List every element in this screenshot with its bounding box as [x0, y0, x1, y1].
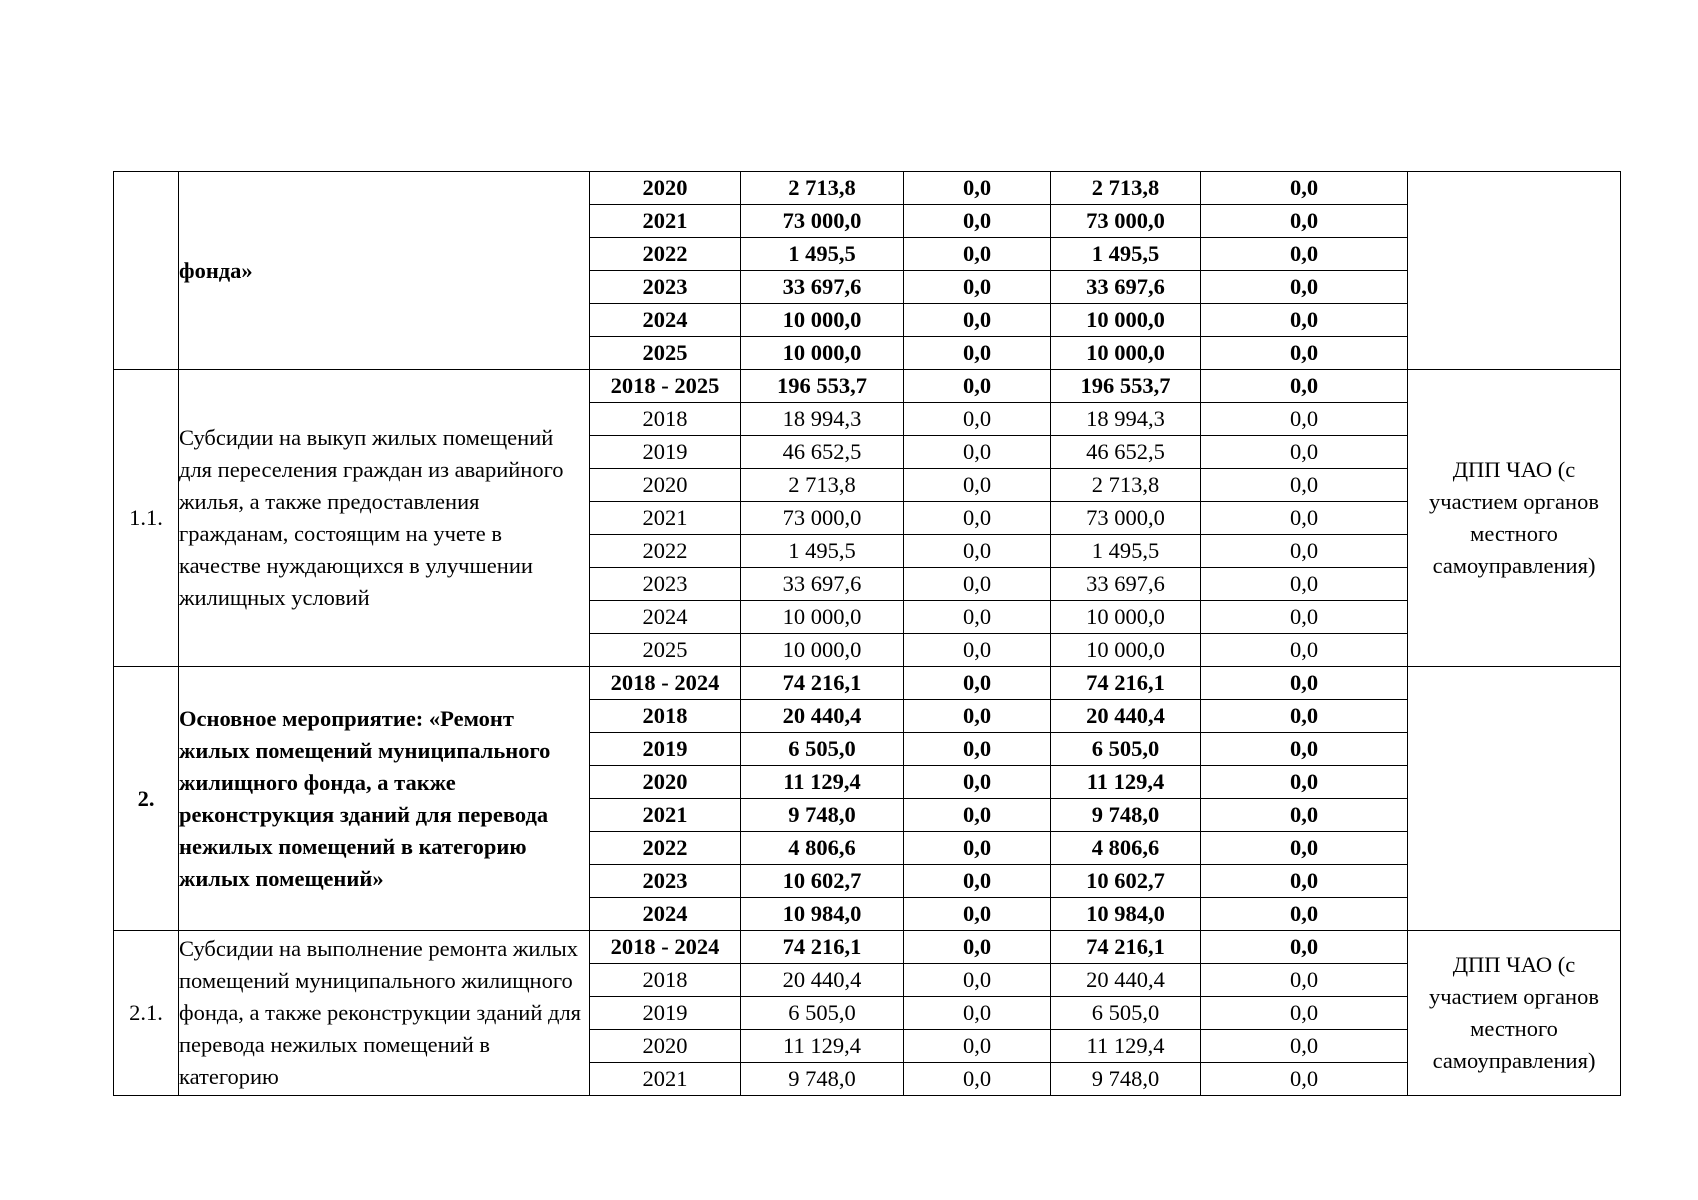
federal-cell: 0,0: [904, 568, 1051, 601]
local-cell: 0,0: [1201, 469, 1408, 502]
total-cell: 11 129,4: [741, 766, 904, 799]
regional-cell: 20 440,4: [1051, 700, 1201, 733]
regional-cell: 11 129,4: [1051, 1030, 1201, 1063]
total-cell: 9 748,0: [741, 799, 904, 832]
regional-cell: 10 000,0: [1051, 634, 1201, 667]
regional-cell: 33 697,6: [1051, 271, 1201, 304]
local-cell: 0,0: [1201, 568, 1408, 601]
regional-cell: 6 505,0: [1051, 997, 1201, 1030]
local-cell: 0,0: [1201, 667, 1408, 700]
total-cell: 10 000,0: [741, 337, 904, 370]
local-cell: 0,0: [1201, 271, 1408, 304]
federal-cell: 0,0: [904, 535, 1051, 568]
local-cell: 0,0: [1201, 502, 1408, 535]
table-row: [114, 667, 1621, 700]
federal-cell: 0,0: [904, 1030, 1051, 1063]
local-cell: 0,0: [1201, 1063, 1408, 1096]
year-cell: 2020: [590, 766, 741, 799]
total-cell: 20 440,4: [741, 700, 904, 733]
regional-cell: 2 713,8: [1051, 469, 1201, 502]
federal-cell: 0,0: [904, 337, 1051, 370]
federal-cell: 0,0: [904, 1063, 1051, 1096]
total-cell: 11 129,4: [741, 1030, 904, 1063]
total-cell: 74 216,1: [741, 931, 904, 964]
total-cell: 33 697,6: [741, 271, 904, 304]
total-cell: 2 713,8: [741, 469, 904, 502]
budget-table: [113, 171, 1621, 1096]
executor-cell: [1408, 667, 1621, 931]
table-row: [114, 172, 1621, 205]
year-cell: 2025: [590, 634, 741, 667]
item-number: 1.1.: [114, 370, 179, 667]
regional-cell: 74 216,1: [1051, 931, 1201, 964]
executor-cell: ДПП ЧАО (с участием органов местного самоуправления): [1408, 370, 1621, 667]
regional-cell: 33 697,6: [1051, 568, 1201, 601]
federal-cell: 0,0: [904, 700, 1051, 733]
regional-cell: 4 806,6: [1051, 832, 1201, 865]
federal-cell: 0,0: [904, 502, 1051, 535]
total-cell: 73 000,0: [741, 205, 904, 238]
year-cell: 2024: [590, 304, 741, 337]
year-cell: 2019: [590, 733, 741, 766]
regional-cell: 73 000,0: [1051, 205, 1201, 238]
local-cell: 0,0: [1201, 964, 1408, 997]
federal-cell: 0,0: [904, 271, 1051, 304]
regional-cell: 20 440,4: [1051, 964, 1201, 997]
item-name: фонда»: [179, 172, 590, 370]
year-cell: 2018: [590, 403, 741, 436]
local-cell: 0,0: [1201, 931, 1408, 964]
year-cell: 2020: [590, 172, 741, 205]
item-number: 2.: [114, 667, 179, 931]
year-cell: 2022: [590, 238, 741, 271]
regional-cell: 10 984,0: [1051, 898, 1201, 931]
total-cell: 10 000,0: [741, 304, 904, 337]
local-cell: 0,0: [1201, 304, 1408, 337]
year-cell: 2021: [590, 205, 741, 238]
total-cell: 46 652,5: [741, 436, 904, 469]
year-cell: 2023: [590, 568, 741, 601]
year-cell: 2023: [590, 865, 741, 898]
year-cell: 2019: [590, 436, 741, 469]
regional-cell: 46 652,5: [1051, 436, 1201, 469]
total-cell: 1 495,5: [741, 238, 904, 271]
regional-cell: 10 000,0: [1051, 337, 1201, 370]
total-cell: 20 440,4: [741, 964, 904, 997]
federal-cell: 0,0: [904, 865, 1051, 898]
regional-cell: 11 129,4: [1051, 766, 1201, 799]
federal-cell: 0,0: [904, 304, 1051, 337]
year-cell: 2022: [590, 535, 741, 568]
local-cell: 0,0: [1201, 172, 1408, 205]
federal-cell: 0,0: [904, 370, 1051, 403]
total-cell: 1 495,5: [741, 535, 904, 568]
year-cell: 2022: [590, 832, 741, 865]
total-cell: 18 994,3: [741, 403, 904, 436]
year-cell: 2020: [590, 1030, 741, 1063]
local-cell: 0,0: [1201, 733, 1408, 766]
total-cell: 196 553,7: [741, 370, 904, 403]
local-cell: 0,0: [1201, 898, 1408, 931]
local-cell: 0,0: [1201, 601, 1408, 634]
table-row: [114, 370, 1621, 403]
local-cell: 0,0: [1201, 865, 1408, 898]
year-cell: 2024: [590, 898, 741, 931]
year-cell: 2018: [590, 700, 741, 733]
year-cell: 2018: [590, 964, 741, 997]
total-cell: 4 806,6: [741, 832, 904, 865]
federal-cell: 0,0: [904, 403, 1051, 436]
federal-cell: 0,0: [904, 205, 1051, 238]
table-row: [114, 931, 1621, 964]
local-cell: 0,0: [1201, 535, 1408, 568]
federal-cell: 0,0: [904, 898, 1051, 931]
local-cell: 0,0: [1201, 403, 1408, 436]
year-cell: 2025: [590, 337, 741, 370]
total-cell: 10 602,7: [741, 865, 904, 898]
total-cell: 74 216,1: [741, 667, 904, 700]
item-name: Субсидии на выкуп жилых помещений для переселения граждан из аварийного жилья, а также предоставления гражданам, состоящим на учете в качестве нуждающихся в улучшении жилищных условий: [179, 370, 590, 667]
local-cell: 0,0: [1201, 436, 1408, 469]
local-cell: 0,0: [1201, 1030, 1408, 1063]
local-cell: 0,0: [1201, 997, 1408, 1030]
total-cell: 6 505,0: [741, 997, 904, 1030]
executor-cell: ДПП ЧАО (с участием органов местного самоуправления): [1408, 931, 1621, 1096]
federal-cell: 0,0: [904, 832, 1051, 865]
federal-cell: 0,0: [904, 238, 1051, 271]
regional-cell: 10 602,7: [1051, 865, 1201, 898]
total-cell: 6 505,0: [741, 733, 904, 766]
year-cell: 2020: [590, 469, 741, 502]
federal-cell: 0,0: [904, 436, 1051, 469]
federal-cell: 0,0: [904, 469, 1051, 502]
local-cell: 0,0: [1201, 700, 1408, 733]
local-cell: 0,0: [1201, 799, 1408, 832]
federal-cell: 0,0: [904, 931, 1051, 964]
local-cell: 0,0: [1201, 205, 1408, 238]
year-cell: 2021: [590, 1063, 741, 1096]
year-cell: 2021: [590, 502, 741, 535]
table-body: [114, 172, 1621, 1096]
local-cell: 0,0: [1201, 337, 1408, 370]
regional-cell: 1 495,5: [1051, 238, 1201, 271]
regional-cell: 1 495,5: [1051, 535, 1201, 568]
year-cell: 2023: [590, 271, 741, 304]
item-name: Субсидии на выполнение ремонта жилых помещений муниципального жилищного фонда, а также реконструкции зданий для перевода нежилых помещений в категорию: [179, 931, 590, 1096]
regional-cell: 18 994,3: [1051, 403, 1201, 436]
regional-cell: 6 505,0: [1051, 733, 1201, 766]
regional-cell: 73 000,0: [1051, 502, 1201, 535]
federal-cell: 0,0: [904, 601, 1051, 634]
year-cell: 2019: [590, 997, 741, 1030]
local-cell: 0,0: [1201, 766, 1408, 799]
federal-cell: 0,0: [904, 964, 1051, 997]
total-cell: 9 748,0: [741, 1063, 904, 1096]
federal-cell: 0,0: [904, 733, 1051, 766]
regional-cell: 2 713,8: [1051, 172, 1201, 205]
federal-cell: 0,0: [904, 172, 1051, 205]
item-number: [114, 172, 179, 370]
regional-cell: 196 553,7: [1051, 370, 1201, 403]
regional-cell: 9 748,0: [1051, 799, 1201, 832]
year-cell: 2021: [590, 799, 741, 832]
regional-cell: 10 000,0: [1051, 304, 1201, 337]
total-cell: 10 000,0: [741, 634, 904, 667]
year-cell: 2018 - 2024: [590, 931, 741, 964]
total-cell: 10 000,0: [741, 601, 904, 634]
local-cell: 0,0: [1201, 832, 1408, 865]
federal-cell: 0,0: [904, 667, 1051, 700]
item-name: Основное мероприятие: «Ремонт жилых помещений муниципального жилищного фонда, а также реконструкция зданий для перевода нежилых помещений в категорию жилых помещений»: [179, 667, 590, 931]
local-cell: 0,0: [1201, 634, 1408, 667]
federal-cell: 0,0: [904, 799, 1051, 832]
total-cell: 2 713,8: [741, 172, 904, 205]
regional-cell: 10 000,0: [1051, 601, 1201, 634]
year-cell: 2018 - 2025: [590, 370, 741, 403]
regional-cell: 9 748,0: [1051, 1063, 1201, 1096]
federal-cell: 0,0: [904, 997, 1051, 1030]
local-cell: 0,0: [1201, 238, 1408, 271]
executor-cell: [1408, 172, 1621, 370]
year-cell: 2024: [590, 601, 741, 634]
federal-cell: 0,0: [904, 766, 1051, 799]
total-cell: 33 697,6: [741, 568, 904, 601]
local-cell: 0,0: [1201, 370, 1408, 403]
federal-cell: 0,0: [904, 634, 1051, 667]
total-cell: 10 984,0: [741, 898, 904, 931]
item-number: 2.1.: [114, 931, 179, 1096]
year-cell: 2018 - 2024: [590, 667, 741, 700]
total-cell: 73 000,0: [741, 502, 904, 535]
regional-cell: 74 216,1: [1051, 667, 1201, 700]
